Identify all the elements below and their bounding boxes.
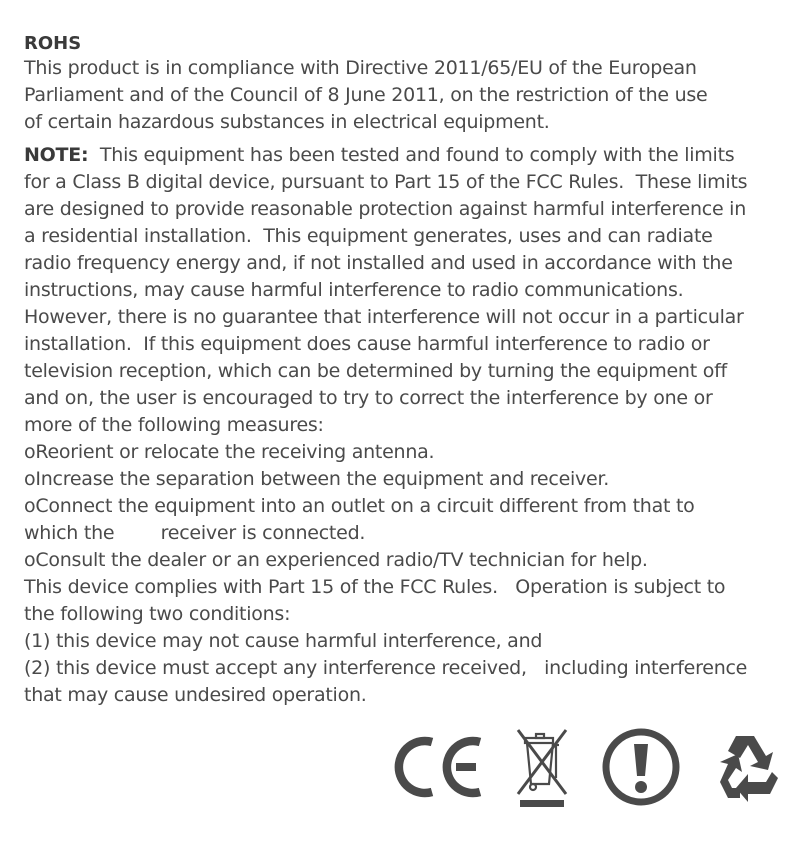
note-label: NOTE:: [24, 144, 89, 166]
condition-item: (2) this device must accept any interference received, including interference: [24, 657, 748, 679]
measure-item: oConnect the equipment into an outlet on a circuit different from that to: [24, 495, 695, 517]
condition-item: (1) this device may not cause harmful interference, and: [24, 630, 543, 652]
fcc-line: installation. If this equipment does cause harmful interference to radio or: [24, 333, 710, 355]
measure-item: which the receiver is connected.: [24, 522, 366, 544]
exclamation-warning-icon: [600, 726, 682, 808]
measure-item: oConsult the dealer or an experienced radio/TV technician for help.: [24, 549, 648, 571]
crossed-out-wheelie-bin-icon: [512, 728, 572, 810]
rohs-title: ROHS: [24, 33, 82, 54]
fcc-line: the following two conditions:: [24, 603, 291, 625]
rohs-section: [24, 33, 784, 136]
rohs-line: This product is in compliance with Directive 2011/65/EU of the European: [24, 57, 697, 79]
fcc-line: are designed to provide reasonable protection against harmful interference in: [24, 198, 746, 220]
fcc-line: a residential installation. This equipment generates, uses and can radiate: [24, 225, 713, 247]
fcc-note-first-line: [24, 142, 784, 169]
ce-mark-icon: [394, 732, 486, 802]
fcc-line: for a Class B digital device, pursuant to Part 15 of the FCC Rules. These limits: [24, 171, 748, 193]
fcc-line: radio frequency energy and, if not installed and used in accordance with the: [24, 252, 733, 274]
rohs-line: Parliament and of the Council of 8 June 2011, on the restriction of the use: [24, 84, 708, 106]
fcc-line: that may cause undesired operation.: [24, 684, 367, 706]
recycle-icon: [708, 728, 788, 808]
fcc-line: and on, the user is encouraged to try to correct the interference by one or: [24, 387, 713, 409]
fcc-line: However, there is no guarantee that interference will not occur in a particular: [24, 306, 744, 328]
rohs-line: of certain hazardous substances in electrical equipment.: [24, 111, 550, 133]
fcc-note-text: This equipment has been tested and found to comply with the limits: [88, 144, 735, 166]
fcc-line: instructions, may cause harmful interference to radio communications.: [24, 279, 684, 301]
fcc-section: [24, 142, 784, 709]
certification-icons: [394, 722, 794, 812]
measure-item: oIncrease the separation between the equipment and receiver.: [24, 468, 610, 490]
fcc-line: television reception, which can be determined by turning the equipment off: [24, 360, 727, 382]
compliance-document: [24, 33, 784, 709]
fcc-line: This device complies with Part 15 of the FCC Rules. Operation is subject to: [24, 576, 726, 598]
measure-item: oReorient or relocate the receiving antenna.: [24, 441, 435, 463]
fcc-line: more of the following measures:: [24, 414, 324, 436]
